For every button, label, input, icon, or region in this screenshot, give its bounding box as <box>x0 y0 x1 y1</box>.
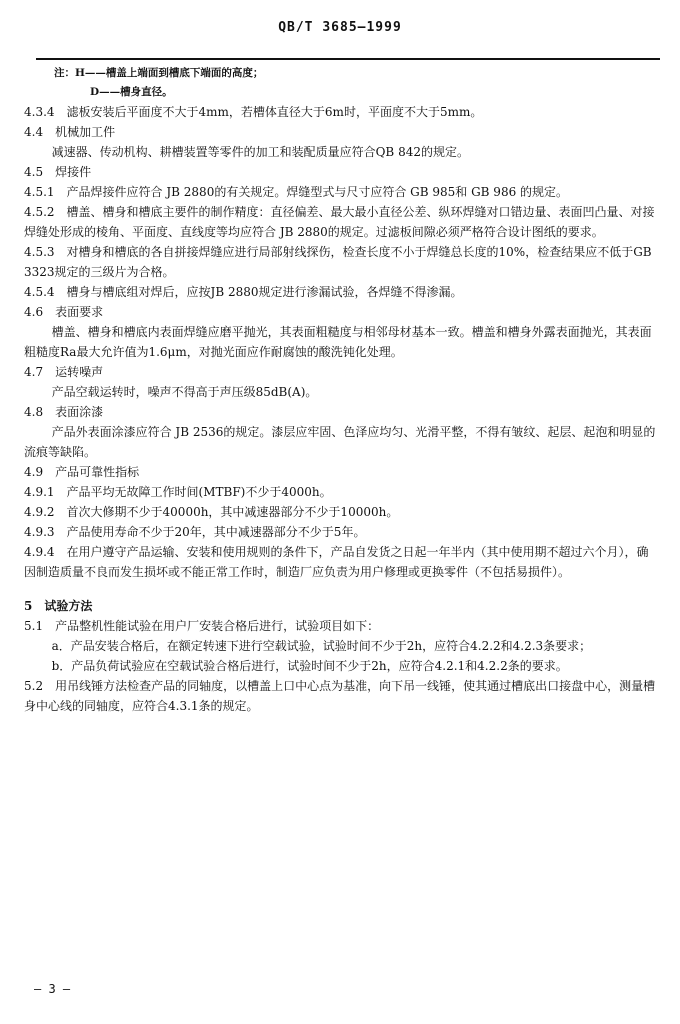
text-line: 产品空载运转时，噪声不得高于声压级85dB(A)。 <box>51 385 318 399</box>
text-line: 4.5.2 槽盖、槽身和槽底主要件的制作精度：直径偏差、最大最小直径公差、纵环焊缝对口错边量、表面凹凸量、对接焊缝处形成的棱角、平面度、直线度等均应符合 JB 2880的规定。过滤板间隙必须严格符合设计图纸的要求。 <box>24 205 655 239</box>
text-line: 4.9.4 在用户遵守产品运输、安装和使用规则的条件下，产品自发货之日起一年半内（其中使用期不超过六个月），确因制造质量不良而发生损坏或不能正常工作时，制造厂应负责为用户修理或更换零件（不包括易损件）。 <box>24 545 649 579</box>
document-body <box>24 64 660 716</box>
text-line: 4.5 焊接件 <box>24 165 92 179</box>
text-line: 注：H——槽盖上端面到槽底下端面的高度； <box>54 67 264 79</box>
header-rule <box>36 58 660 60</box>
text-line: 4.6 表面要求 <box>24 305 104 319</box>
text-line: 4.5.4 槽身与槽底组对焊后，应按JB 2880规定进行渗漏试验，各焊缝不得渗漏。 <box>24 285 463 299</box>
text-line: a．产品安装合格后，在额定转速下进行空载试验，试验时间不少于2h，应符合4.2.2和4.2.3条要求； <box>51 639 592 653</box>
text-line: 5.1 产品整机性能试验在用户厂安装合格后进行，试验项目如下： <box>24 619 380 633</box>
text-line: 4.9.2 首次大修期不少于40000h，其中减速器部分不少于10000h。 <box>24 505 399 519</box>
text-line: 4.5.1 产品焊接件应符合 JB 2880的有关规定。焊缝型式与尺寸应符合 GB 985和 GB 986 的规定。 <box>24 185 569 199</box>
text-line: 5.2 用吊线锤方法检查产品的同轴度，以槽盖上口中心点为基准，向下吊一线锤，使其通过槽底出口接盘中心，测量槽身中心线的同轴度，应符合4.3.1条的规定。 <box>24 679 656 713</box>
text-line: 槽盖、槽身和槽底内表面焊缝应磨平抛光，其表面粗糙度与相邻母材基本一致。槽盖和槽身外露表面抛光，其表面粗糙度Ra最大允许值为1.6μm，对抛光面应作耐腐蚀的酸洗钝化处理。 <box>24 325 652 359</box>
text-line: 4.9.3 产品使用寿命不少于20年，其中减速器部分不少于5年。 <box>24 525 366 539</box>
text-line: b．产品负荷试验应在空载试验合格后进行，试验时间不少于2h，应符合4.2.1和4.2.2条的要求。 <box>51 659 568 673</box>
text-line: 4.9.1 产品平均无故障工作时间(MTBF)不少于4000h。 <box>24 485 332 499</box>
text-line: 4.7 运转噪声 <box>24 365 104 379</box>
text-line: 4.4 机械加工件 <box>24 125 116 139</box>
page-number: — 3 — <box>34 982 71 996</box>
text-line: 减速器、传动机构、耕槽装置等零件的加工和装配质量应符合QB 842的规定。 <box>51 145 469 159</box>
text-line: D——槽身直径。 <box>90 86 173 98</box>
text-line: 4.8 表面涂漆 <box>24 405 104 419</box>
text-line: 4.9 产品可靠性指标 <box>24 465 140 479</box>
spacer <box>24 582 660 596</box>
text-line: 4.3.4 滤板安装后平面度不大于4mm，若槽体直径大于6m时，平面度不大于5mm。 <box>24 105 483 119</box>
text-line: 4.5.3 对槽身和槽底的各自拼接焊缝应进行局部射线探伤，检查长度不小于焊缝总长度的10%，检查结果应不低于GB 3323规定的三级片为合格。 <box>24 245 652 279</box>
text-line: 产品外表面涂漆应符合 JB 2536的规定。漆层应牢固、色泽应均匀、光滑平整，不得有皱纹、起层、起泡和明显的流痕等缺陷。 <box>24 425 656 459</box>
text-line: 5 试验方法 <box>24 599 93 613</box>
standard-number-header: QB/T 3685—1999 <box>278 20 402 35</box>
